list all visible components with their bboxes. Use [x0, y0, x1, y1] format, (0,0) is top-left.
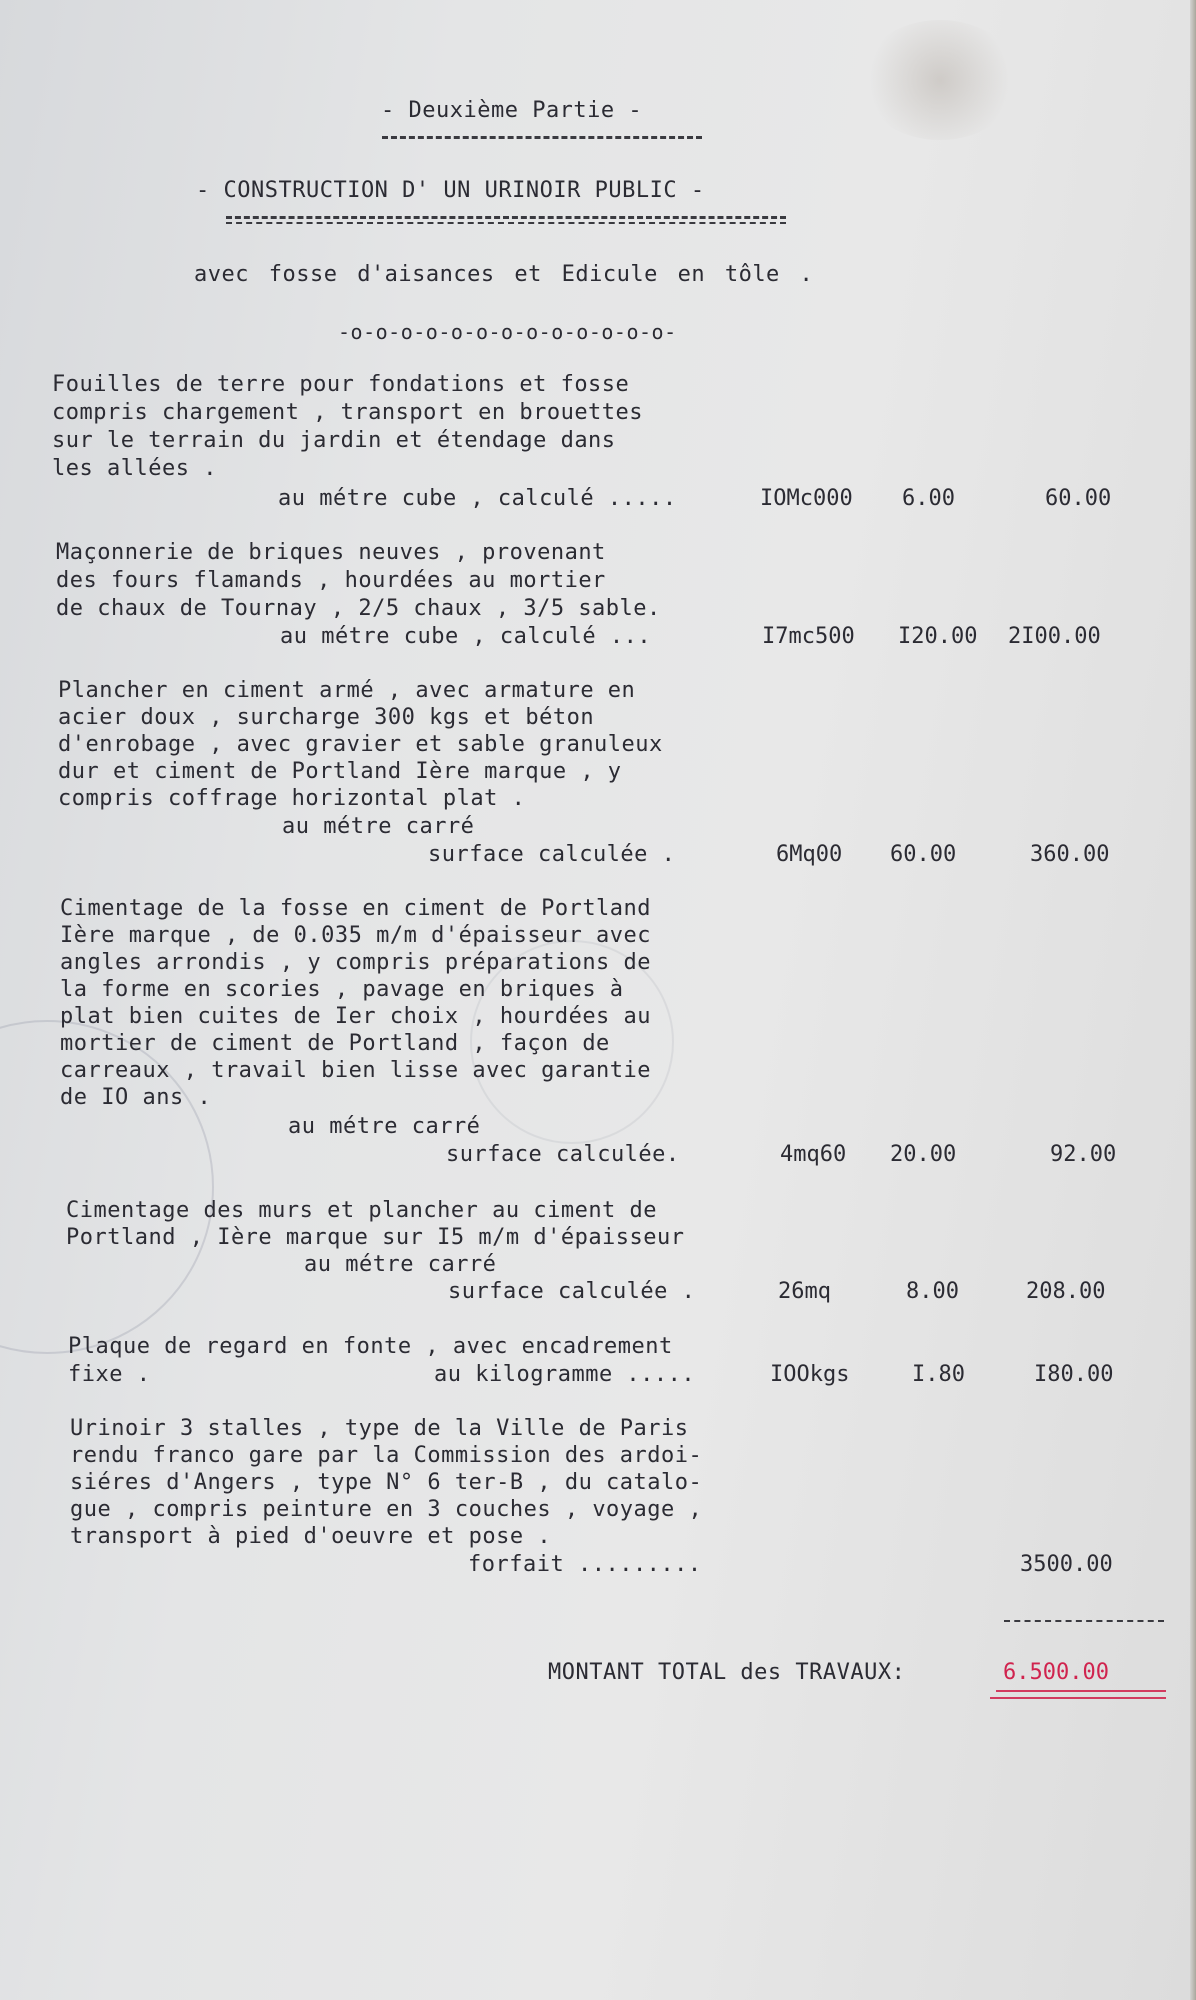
item-unit-detail: surface calculée .: [428, 842, 676, 867]
item-description-line: fixe .: [68, 1362, 151, 1387]
item-description-line: transport à pied d'oeuvre et pose .: [70, 1524, 552, 1549]
document-subtitle: avec fosse d'aisances et Edicule en tôle .: [194, 262, 814, 287]
item-unit: au kilogramme .....: [434, 1362, 696, 1387]
paper-stain: [860, 20, 1020, 140]
total-label: MONTANT TOTAL des TRAVAUX:: [548, 1660, 906, 1685]
item-unit: au métre cube , calculé ...: [280, 624, 652, 649]
item-total: 2I00.00: [1008, 624, 1101, 649]
item-price: 6.00: [902, 486, 955, 511]
item-description-line: plat bien cuites de Ier choix , hourdées au: [60, 1004, 652, 1029]
item-quantity: 26mq: [778, 1279, 831, 1304]
item-description-line: les allées .: [52, 456, 217, 481]
item-description-line: rendu franco gare par la Commission des ardoi-: [70, 1443, 703, 1468]
item-description-line: carreaux , travail bien lisse avec garantie: [60, 1058, 652, 1083]
total-underline: [996, 1690, 1166, 1692]
document-title-underline: [226, 216, 786, 219]
item-unit: au métre carré: [282, 814, 475, 839]
item-description-line: Fouilles de terre pour fondations et fosse: [52, 372, 630, 397]
item-quantity: 4mq60: [780, 1142, 847, 1167]
item-total: 60.00: [1045, 486, 1112, 511]
item-description-line: Plancher en ciment armé , avec armature en: [58, 678, 636, 703]
item-description-line: Portland , Ière marque sur I5 m/m d'épaisseur: [66, 1225, 685, 1250]
item-description-line: gue , compris peinture en 3 couches , voyage ,: [70, 1497, 703, 1522]
item-quantity: I7mc500: [762, 624, 855, 649]
item-description-line: Ière marque , de 0.035 m/m d'épaisseur avec: [60, 923, 652, 948]
item-description-line: mortier de ciment de Portland , façon de: [60, 1031, 610, 1056]
item-total: 208.00: [1026, 1279, 1106, 1304]
item-description-line: de chaux de Tournay , 2/5 chaux , 3/5 sable.: [56, 596, 661, 621]
item-description-line: la forme en scories , pavage en briques à: [60, 977, 624, 1002]
item-description-line: acier doux , surcharge 300 kgs et béton: [58, 705, 595, 730]
item-description-line: compris coffrage horizontal plat .: [58, 786, 526, 811]
paper-edge: [1190, 0, 1196, 2000]
total-underline-2: [990, 1697, 1166, 1699]
item-price: 60.00: [890, 842, 957, 867]
item-description-line: Plaque de regard en fonte , avec encadrement: [68, 1334, 673, 1359]
item-total: 92.00: [1050, 1142, 1117, 1167]
document-title: - CONSTRUCTION D' UN URINOIR PUBLIC -: [196, 178, 705, 203]
document-title-underline-2: [226, 222, 786, 224]
item-total: 3500.00: [1020, 1552, 1113, 1577]
item-price: 20.00: [890, 1142, 957, 1167]
item-price: I20.00: [898, 624, 978, 649]
item-description-line: de IO ans .: [60, 1085, 212, 1110]
item-description-line: Cimentage de la fosse en ciment de Portland: [60, 896, 652, 921]
item-description-line: d'enrobage , avec gravier et sable granuleux: [58, 732, 663, 757]
item-description-line: compris chargement , transport en brouettes: [52, 400, 644, 425]
ornament-divider: -o-o-o-o-o-o-o-o-o-o-o-o-o-: [338, 320, 677, 344]
item-unit: au métre carré: [288, 1114, 481, 1139]
sum-rule: [1004, 1620, 1164, 1622]
part-heading-underline: [382, 136, 702, 139]
part-heading: - Deuxième Partie -: [381, 98, 643, 123]
item-unit: forfait .........: [468, 1552, 702, 1577]
item-quantity: 6Mq00: [776, 842, 843, 867]
item-description-line: angles arrondis , y compris préparations de: [60, 950, 652, 975]
item-unit-detail: surface calculée.: [446, 1142, 680, 1167]
item-unit-detail: surface calculée .: [448, 1279, 696, 1304]
item-quantity: IOMc000: [760, 486, 853, 511]
item-description-line: sur le terrain du jardin et étendage dans: [52, 428, 616, 453]
item-description-line: Urinoir 3 stalles , type de la Ville de Paris: [70, 1416, 689, 1441]
item-description-line: des fours flamands , hourdées au mortier: [56, 568, 606, 593]
item-unit: au métre carré: [304, 1252, 497, 1277]
item-description-line: siéres d'Angers , type N° 6 ter-B , du catalo-: [70, 1470, 703, 1495]
item-description-line: Cimentage des murs et plancher au ciment de: [66, 1198, 658, 1223]
item-quantity: IOOkgs: [770, 1362, 850, 1387]
item-unit: au métre cube , calculé .....: [278, 486, 677, 511]
item-total: I80.00: [1034, 1362, 1114, 1387]
item-total: 360.00: [1030, 842, 1110, 867]
total-value: 6.500.00: [1003, 1660, 1109, 1685]
item-price: 8.00: [906, 1279, 959, 1304]
item-description-line: dur et ciment de Portland Ière marque , y: [58, 759, 622, 784]
item-price: I.80: [912, 1362, 965, 1387]
item-description-line: Maçonnerie de briques neuves , provenant: [56, 540, 606, 565]
